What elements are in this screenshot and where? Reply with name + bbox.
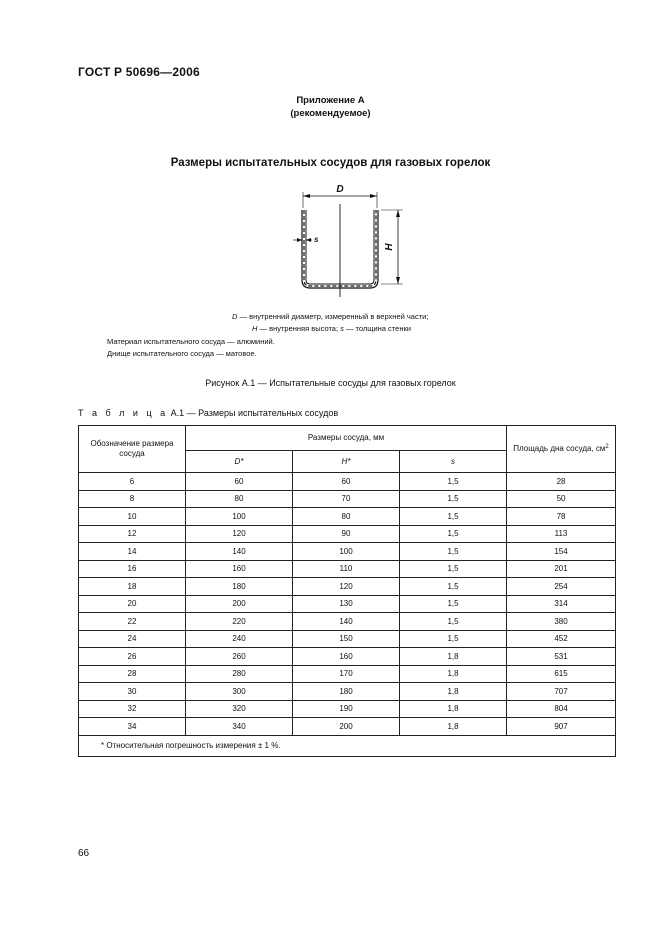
table-cell: 60: [293, 473, 400, 491]
table-row: [79, 718, 616, 736]
document-header: ГОСТ Р 50696—2006: [78, 65, 200, 79]
table-row: [79, 490, 616, 508]
table-cell: 160: [186, 560, 293, 578]
table-cell: 130: [293, 595, 400, 613]
table-cell: 907: [507, 718, 616, 736]
table-cell: 70: [293, 490, 400, 508]
label-s: s: [314, 235, 319, 244]
header-d: D*: [186, 451, 293, 473]
table-cell: 60: [186, 473, 293, 491]
table-row: [79, 560, 616, 578]
table-cell: 180: [186, 578, 293, 596]
table-cell: 140: [293, 613, 400, 631]
table-cell: 1,5: [400, 473, 507, 491]
table-cell: 10: [79, 508, 186, 526]
table-cell: 380: [507, 613, 616, 631]
table-caption-text: А.1 — Размеры испытательных сосудов: [168, 408, 339, 418]
legend-text-s: — толщина стенки: [343, 324, 411, 333]
table-row: [79, 613, 616, 631]
legend-text-h: — внутренняя высота;: [257, 324, 341, 333]
table-cell: 14: [79, 543, 186, 561]
header-area-sup: 2: [605, 444, 609, 450]
table-cell: 154: [507, 543, 616, 561]
section-title: Размеры испытательных сосудов для газовых горелок: [170, 157, 491, 169]
legend-symbol-s: s: [340, 324, 344, 333]
table-cell: 78: [507, 508, 616, 526]
page-number: 66: [78, 848, 90, 859]
table-cell: 1,5: [400, 578, 507, 596]
label-h: H: [384, 243, 395, 251]
annex-status: (рекомендуемое): [290, 108, 371, 119]
table-row: [79, 473, 616, 491]
table-cell: 28: [79, 665, 186, 683]
table-cell: 531: [507, 648, 616, 666]
table-row: [79, 508, 616, 526]
table-cell: 280: [186, 665, 293, 683]
header-dimensions: Размеры сосуда, мм: [186, 426, 507, 451]
table-cell: 452: [507, 630, 616, 648]
table-cell: 1,5: [400, 525, 507, 543]
table-cell: 1,5: [400, 543, 507, 561]
header-area-text: Площадь дна сосуда, см: [513, 444, 606, 453]
vessel-drawing: [285, 180, 415, 300]
legend-text-d: — внутренний диаметр, измеренный в верхней части;: [237, 312, 429, 321]
table-cell: 80: [186, 490, 293, 508]
header-s: s: [400, 451, 507, 473]
table-cell: 90: [293, 525, 400, 543]
table-cell: 160: [293, 648, 400, 666]
table-cell: 804: [507, 700, 616, 718]
table-cell: 260: [186, 648, 293, 666]
table-row: [79, 665, 616, 683]
table-cell: 16: [79, 560, 186, 578]
table-cell: 1,5: [400, 613, 507, 631]
table-cell: 100: [293, 543, 400, 561]
legend-line-2: [252, 323, 411, 335]
table-cell: 1,8: [400, 665, 507, 683]
table-cell: 1,5: [400, 630, 507, 648]
table-cell: 120: [186, 525, 293, 543]
table-cell: 24: [79, 630, 186, 648]
table-cell: 12: [79, 525, 186, 543]
table-cell: 120: [293, 578, 400, 596]
table-row: [79, 578, 616, 596]
table-cell: 1,5: [400, 560, 507, 578]
table-cell: 1,5: [400, 490, 507, 508]
table-cell: 220: [186, 613, 293, 631]
table-cell: 314: [507, 595, 616, 613]
table-row: [79, 630, 616, 648]
legend-symbol-h: H: [252, 324, 258, 333]
table-cell: 28: [507, 473, 616, 491]
table-row: [79, 700, 616, 718]
table-cell: 201: [507, 560, 616, 578]
table-row: [79, 648, 616, 666]
table-row: [79, 543, 616, 561]
table-cell: 34: [79, 718, 186, 736]
table-cell: 1,5: [400, 595, 507, 613]
table-caption-prefix: Т а б л и ц а: [78, 408, 169, 418]
table-cell: 50: [507, 490, 616, 508]
dimensions-table: [78, 425, 616, 757]
table-caption: [78, 408, 338, 418]
table-cell: 1,8: [400, 648, 507, 666]
header-area: [507, 426, 616, 473]
table-cell: 200: [186, 595, 293, 613]
table-cell: 180: [293, 683, 400, 701]
table-row: [79, 525, 616, 543]
table-cell: 1,8: [400, 700, 507, 718]
legend-line-1: [232, 311, 428, 323]
table-cell: 100: [186, 508, 293, 526]
table-cell: 26: [79, 648, 186, 666]
table-cell: 30: [79, 683, 186, 701]
table-cell: 300: [186, 683, 293, 701]
table-cell: 1,8: [400, 718, 507, 736]
table-cell: 1,5: [400, 508, 507, 526]
table-cell: 190: [293, 700, 400, 718]
table-cell: 240: [186, 630, 293, 648]
table-cell: 1,8: [400, 683, 507, 701]
material-note: Материал испытательного сосуда — алюминий.: [107, 337, 275, 346]
table-cell: 615: [507, 665, 616, 683]
table-cell: 32: [79, 700, 186, 718]
figure-caption: Рисунок А.1 — Испытательные сосуды для газовых горелок: [205, 378, 456, 388]
table-row: [79, 595, 616, 613]
legend-symbol-d: D: [232, 312, 238, 321]
table-cell: 200: [293, 718, 400, 736]
table-footnote: * Относительная погрешность измерения ± 1 %.: [79, 735, 616, 756]
table-cell: 80: [293, 508, 400, 526]
label-d: D: [336, 184, 344, 195]
table-cell: 22: [79, 613, 186, 631]
table-row: [79, 683, 616, 701]
table-cell: 113: [507, 525, 616, 543]
header-h: H*: [293, 451, 400, 473]
table-cell: 320: [186, 700, 293, 718]
header-designation: Обозначение размера сосуда: [79, 426, 186, 473]
bottom-note: Днище испытательного сосуда — матовое.: [107, 349, 257, 358]
table-cell: 150: [293, 630, 400, 648]
table-cell: 20: [79, 595, 186, 613]
table-cell: 140: [186, 543, 293, 561]
annex-title: Приложение А: [296, 95, 365, 106]
table-cell: 340: [186, 718, 293, 736]
table-cell: 110: [293, 560, 400, 578]
table-cell: 254: [507, 578, 616, 596]
table-cell: 8: [79, 490, 186, 508]
table-cell: 170: [293, 665, 400, 683]
table-cell: 6: [79, 473, 186, 491]
table-cell: 707: [507, 683, 616, 701]
vessel-outline: [302, 204, 378, 297]
table-cell: 18: [79, 578, 186, 596]
